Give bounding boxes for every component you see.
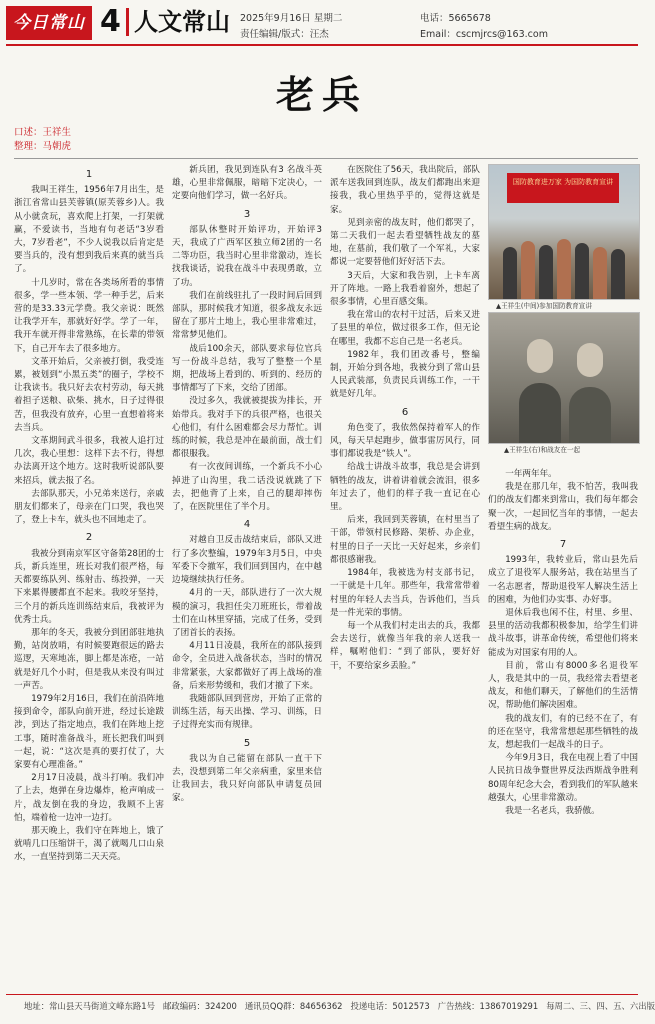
- paragraph: 我被分到南京军区守备第28团的士兵，新兵连里，班长对我们很严格，每天都要练队列、练射击、练投弹，一天下来累得腰都直不起来。我咬牙坚持，三个月的新兵连训练结束后，我被评为优秀士兵。: [14, 548, 164, 625]
- section-number: 6: [401, 406, 409, 418]
- section-number: 3: [243, 208, 251, 220]
- paragraph: 4月11日凌晨，我所在的部队接到命令，全员进入战备状态，当时的情况非常紧张，大家都做好了再上战场的准备，后来形势缓和，我们才撤了下来。: [172, 641, 322, 691]
- paragraph: 后来，我回到芙蓉镇，在村里当了干部，带领村民修路、架桥、办企业，村里的日子一天比一天好起来，乡亲们都很感谢我。: [330, 515, 480, 565]
- paragraph: 3天后，大家和我告别，上卡车离开了阵地。一路上我看着窗外，想起了很多事情，心里百感交集。: [330, 270, 480, 308]
- paragraph: 见到亲密的战友时，他们都哭了，第二天我们一起去看望牺牲战友的墓地，在墓前，我们敬了一个军礼，大家都说一定要替他们好好活下去。: [330, 217, 480, 268]
- photo-figure: [593, 247, 607, 299]
- header-rule: [6, 44, 638, 46]
- editor-credit: 责任编辑/版式：汪杰: [240, 29, 329, 40]
- masthead: [0, 0, 644, 46]
- footer-contact: 通讯员QQ群：84656362: [244, 1001, 343, 1011]
- byline-author: 口述：王祥生: [14, 127, 72, 138]
- paragraph: 角色变了，我依然保持着军人的作风，每天早起跑步，做事雷厉风行，同事们都说我是“铁人”。: [330, 422, 480, 460]
- paragraph: 有一次夜间训练，一个新兵不小心掉进了山沟里，我二话没说就跳了下去，把他背了上来，自己的腿却摔伤了，在医院里住了半个月。: [172, 462, 322, 513]
- paragraph: 对越自卫反击战结束后，部队又进行了多次整编，1979年3月5日，中央军委下令撤军，我们回到国内，在中越边境继续执行任务。: [172, 535, 322, 586]
- footer-ad: 广告热线：13867019291: [437, 1001, 539, 1011]
- paragraph: 1993年，我转业后，常山县先后成立了退役军人服务站，我在站里当了一名志愿者，帮助退役军人解决生活上的困难，为他们办实事、办好事。: [488, 555, 638, 605]
- paragraph: 文革期间武斗很多，我被人追打过几次，我心里想：这样下去不行，得想办法离开这个地方。这时我听说部队要来招兵，就去报了名。: [14, 436, 164, 486]
- photo-figure: [521, 241, 535, 299]
- article-title: 老兵: [275, 72, 368, 117]
- photo-figure: [519, 383, 561, 443]
- footer-submit: 投递电话：5012573: [350, 1001, 430, 1011]
- section-number: 7: [559, 539, 567, 551]
- byline-editor: 整理：马朝虎: [14, 141, 72, 152]
- paragraph: 1984年，我被选为村支部书记，一干就是十几年。那些年，我常常带着村里的年轻人去当兵，告诉他们，当兵是一件光荣的事情。: [330, 568, 480, 618]
- paragraph: 我随部队回到营房，开始了正常的训练生活，每天出操、学习、训练，日子过得充实而有规律。: [172, 693, 322, 731]
- paragraph: 我的战友们，有的已经不在了，有的还在坚守，我常常想起那些牺牲的战友，想起我们一起战斗的日子。: [488, 713, 638, 751]
- paragraph: 新兵团，我见到连队有3 名战斗英雄，心里非常佩服，暗暗下定决心，一定要向他们学习，做一名好兵。: [172, 165, 322, 202]
- paragraph: 目前，常山有8000多名退役军人，我是其中的一员，我经常去看望老战友，和他们聊天，了解他们的生活情况，帮助他们解决困难。: [488, 660, 638, 711]
- page-number: 4: [100, 4, 121, 39]
- issue-date: 2025年9月16日 星期二: [240, 13, 343, 24]
- photo-figure: [557, 239, 571, 299]
- divider: [126, 8, 129, 36]
- paragraph: 我是一名老兵，我骄傲。: [505, 806, 600, 817]
- section-number: 2: [85, 532, 93, 544]
- section-title: 人文常山: [134, 7, 230, 36]
- paragraph: 1979年2月16日，我们在前沿阵地接到命令，部队向前开进，经过长途跋涉，到达了指定地点，我们在阵地上挖工事，随时准备战斗，班长把我们叫到一起，说：“这次是真的要打仗了，大家要有心理准备。”: [14, 693, 164, 770]
- photo-lecture: [488, 164, 640, 300]
- footer-schedule: 每周二、三、四、五、六出版: [546, 1001, 655, 1011]
- photo-caption: ▲王祥生(中间)参加国防教育宣讲: [496, 302, 592, 310]
- paragraph: 我在常山的农村干过活，后来又进了县里的单位，做过很多工作，但无论在哪里，我都不忘自己是一名老兵。: [330, 310, 480, 347]
- photo-face: [527, 339, 553, 373]
- paragraph: 那天晚上，我们守在阵地上，饿了就啃几口压缩饼干，渴了就喝几口山泉水，一直坚持到第二天天亮。: [14, 825, 164, 863]
- paragraph: 2月17日凌晨，战斗打响。我们冲了上去，炮弹在身边爆炸，枪声响成一片，战友倒在我的身边，我顾不上害怕，端着枪一边冲一边打。: [14, 773, 164, 823]
- footer-postcode: 邮政编码：324200: [162, 1001, 237, 1011]
- paragraph: 我叫王祥生，1956年7月出生，是浙江省常山县芙蓉镇(原芙蓉乡)人。我从小就贪玩，喜欢爬上打架，一打架就赢，不爱读书，当地有句老话“3岁看大，7岁看老”，不少人说我以后肯定是要当兵的，没有想到我后来真的就当兵了。: [14, 185, 164, 275]
- paragraph: 十几岁时，常在各类场所看的事情很多，学一些本领、学一种手艺，后来营的是33.33元学费。我父亲说：既然让我学开车，那就好好学。学了一年，我开车就开得非常熟练，在长辈的带领下，自己开车去了很多地方。: [14, 277, 164, 354]
- section-number: 4: [243, 519, 251, 531]
- section-number: 1: [85, 169, 93, 180]
- paragraph: 部队休整时开始评功，开始评3天，我成了广西军区独立师2团的一名二等功臣，我当时心里非常激动，连长找我谈话，说我在战斗中表现勇敢，立了功。: [172, 224, 322, 288]
- article-column-2: [172, 164, 322, 986]
- paragraph: 去部队那天，小兄弟来送行，亲戚朋友们都来了，母亲在门口哭，我也哭了，登上卡车，就头也不回地走了。: [14, 488, 164, 526]
- paragraph: 4月的一天，部队进行了一次大规模的演习，我担任尖刀班班长，带着战士们在山林里穿插，完成了任务，受到了团首长的表扬。: [172, 588, 322, 638]
- footer: [24, 1000, 655, 1012]
- paragraph: 文革开始后，父亲被打倒，我受连累，被划到“小黑五类”的圈子，学校不让我读书。我只好去农村劳动，每天挑着担子送粮、砍柴、挑水，日子过得很苦，但我没有放弃，心里一直想着将来去当兵。: [14, 356, 164, 433]
- photo-figure: [539, 245, 553, 299]
- title-rule: [14, 158, 638, 159]
- paragraph: 1982年，我们团改番号，整编制，开始分到各地，我被分到了常山县人民武装部，负责民兵训练工作，一干就是好几年。: [330, 349, 480, 400]
- paragraph: 今年9月3日，我在电视上看了中国人民抗日战争暨世界反法西斯战争胜利80周年纪念大会，看到我们的军队越来越强大，心里非常激动。: [488, 753, 638, 803]
- paragraph: 退休后我也闲不住，村里、乡里、县里的活动我都积极参加，给学生们讲战斗故事，讲革命传统，希望他们将来能成为对国家有用的人。: [488, 608, 638, 658]
- paragraph: 我是在那几年，我不怕苦，我叫我们的战友们都来到常山，我们每年都会聚一次，一起回忆当年的事情，一起去看望生病的战友。: [488, 482, 638, 532]
- photo-figure: [575, 243, 589, 299]
- photo-banner: 国防教育进万家 为国防教育宣讲: [507, 173, 619, 203]
- photo-figure: [503, 247, 517, 299]
- byline: [14, 126, 71, 154]
- paragraph: 我们在前线驻扎了一段时间后回到部队，那时候我才知道，很多战友永远留在了那片土地上，我心里非常难过，常常梦见他们。: [172, 290, 322, 341]
- paragraph: 给战士讲战斗故事，我总是会讲到牺牲的战友，讲着讲着就会流泪，很多年过去了，他们的样子我一直记在心里。: [330, 462, 480, 513]
- contact-phone: 电话：5665678: [420, 13, 491, 24]
- contact-email: Email：cscmjrcs@163.com: [420, 29, 548, 40]
- paragraph: 一年两年年。: [505, 469, 557, 479]
- paragraph: 战后100余天，部队要求每位官兵写一份战斗总结，我写了整整一个星期，把战场上看到的、听到的、经历的事情都写了下来，交给了团部。: [172, 343, 322, 394]
- article-column-1: [14, 164, 164, 986]
- footer-rule: [6, 994, 638, 995]
- footer-address: 地址：常山县天马街道文峰东路1号: [24, 1001, 155, 1011]
- article-column-3: [330, 164, 480, 986]
- paragraph: 没过多久，我就被提拔为排长，开始带兵。我对手下的兵很严格，也很关心他们，有什么困难都会尽力帮忙。训练的时候，我总是冲在最前面，战士们都很服我。: [172, 396, 322, 460]
- photo-face: [577, 343, 603, 377]
- article-column-4: [488, 468, 638, 986]
- paragraph: 每一个从我们村走出去的兵，我都会去送行，就像当年我的亲人送我一样，嘱咐他们：“到了部队，要好好干，不要给家乡丢脸。”: [330, 620, 480, 671]
- paragraph: 那年的冬天，我被分到团部驻地执勤，站岗放哨，有时候要跑很远的路去巡逻，天寒地冻，脚上都是冻疮，一站就是好几个小时，但是我从来没有叫过一声苦。: [14, 627, 164, 691]
- photo-figure: [611, 249, 625, 299]
- photo-caption: ▲王祥生(右)和战友在一起: [504, 446, 581, 454]
- newspaper-logo: 今日常山: [6, 6, 92, 40]
- section-number: 5: [243, 737, 251, 749]
- paragraph: 在医院住了56天，我出院后，部队派车送我回到连队，战友们都跑出来迎接我，我心里热乎乎的，觉得这就是家。: [330, 165, 480, 215]
- paragraph: 我以为自己能留在部队一直干下去，没想到第二年父亲病重，家里来信让我回去，我只好向部队申请复员回家。: [172, 753, 322, 804]
- photo-comrades: [488, 312, 640, 444]
- photo-figure: [569, 387, 611, 443]
